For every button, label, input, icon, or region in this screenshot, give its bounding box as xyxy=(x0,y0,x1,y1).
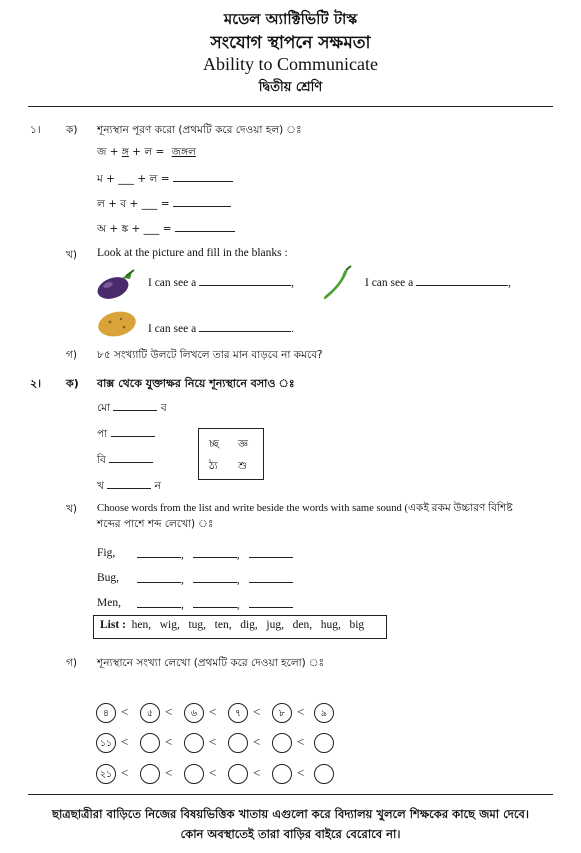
q2c-label: গ) xyxy=(66,657,77,669)
number-circle-blank[interactable] xyxy=(184,764,204,784)
q1b-item-potato: I can see a . xyxy=(148,323,294,335)
number-circle: ৪ xyxy=(96,703,116,723)
less-than-symbol: < xyxy=(165,734,173,749)
footer-line-2: কোন অবস্থাতেই তারা বাড়ির বাইরে বেরোবে না। xyxy=(180,827,401,841)
less-than-symbol: < xyxy=(209,734,217,749)
conjunct-2: জ্ঞ xyxy=(238,438,249,450)
example-blank-answer: ঙ্গ xyxy=(121,146,129,158)
q1c-label: গ) xyxy=(66,349,77,361)
number-circle: ১১ xyxy=(96,733,116,753)
q1a-row-1: ম + ___ + ল = xyxy=(97,171,233,189)
word-bug-blanks: , , xyxy=(137,572,293,586)
header-subtitle: সংযোগ স্থাপনে সক্ষমতা xyxy=(210,33,371,53)
question-1-number: ১। xyxy=(30,124,41,136)
q2c-instruction: শূন্যস্থানে সংখ্যা লেখো (প্রথমটি করে দেওয়া হলো) ঃ xyxy=(97,657,325,669)
less-than-symbol: < xyxy=(253,704,261,719)
word-men: Men, xyxy=(97,597,121,609)
word-list: List : hen, wig, tug, ten, dig, jug, den, hug, big xyxy=(100,619,365,631)
q2b-instruction-line-1: Choose words from the list and write beside the words with same sound (একই রকম উচ্চারণ বিশিষ্ট xyxy=(97,503,513,514)
less-than-symbol: < xyxy=(209,765,217,780)
less-than-symbol: < xyxy=(253,765,261,780)
q1b-item-eggplant: I can see a , xyxy=(148,277,294,289)
number-circle-blank[interactable] xyxy=(272,764,292,784)
q1a-label: ক) xyxy=(66,124,78,136)
q2a-row-2: পা xyxy=(97,426,155,444)
q2a-row-4: খ ন xyxy=(97,480,161,492)
number-circle-blank[interactable] xyxy=(140,764,160,784)
number-circle-blank[interactable] xyxy=(184,733,204,753)
less-than-symbol: < xyxy=(297,765,305,780)
q2b-instruction-line-2: শব্দের পাশে শব্দ লেখো) ঃ xyxy=(97,518,214,530)
less-than-symbol: < xyxy=(253,734,261,749)
number-circle: ৫ xyxy=(140,703,160,723)
q2a-instruction: বাক্স থেকে যুক্তাক্ষর নিয়ে শূন্যস্থানে বসাও ঃ xyxy=(97,377,295,390)
header-class: দ্বিতীয় শ্রেণি xyxy=(258,80,323,95)
q1a-instruction: শূন্যস্থান পূরণ করো (প্রথমটি করে দেওয়া হল) ঃ xyxy=(97,124,302,136)
word-fig-blanks: , , xyxy=(137,547,293,561)
number-circle: ৮ xyxy=(272,703,292,723)
q1a-example: জ + ঙ্গ + ল = জঙ্গল xyxy=(97,146,196,158)
q1a-row-3: অ + ঙ্ক + ___ = xyxy=(97,221,235,239)
less-than-symbol: < xyxy=(297,704,305,719)
eggplant-image xyxy=(96,268,136,300)
q2a-row-1: মো ব xyxy=(97,402,167,414)
footer-divider xyxy=(28,794,553,795)
q1b-instruction: Look at the picture and fill in the blanks : xyxy=(97,247,288,259)
less-than-symbol: < xyxy=(165,704,173,719)
less-than-symbol: < xyxy=(209,704,217,719)
less-than-symbol: < xyxy=(121,734,129,749)
footer-line-1: ছাত্রছাত্রীরা বাড়িতে নিজের বিষয়ভিত্তিক খাতায় এগুলো করে বিদ্যালয় খুললে শিক্ষকের কাছে জমা দেবে। xyxy=(52,807,529,821)
less-than-symbol: < xyxy=(121,765,129,780)
word-bug: Bug, xyxy=(97,572,120,584)
q1c-text: ৮৫ সংখ্যাটি উলটে লিখলে তার মান বাড়বে না কমবে? xyxy=(97,349,323,361)
header-english-title: Ability to Communicate xyxy=(203,54,378,74)
conjunct-3: ঠ্য xyxy=(209,460,218,472)
number-circle-blank[interactable] xyxy=(314,733,334,753)
less-than-symbol: < xyxy=(121,704,129,719)
number-circle: ৯ xyxy=(314,703,334,723)
word-fig: Fig, xyxy=(97,547,116,559)
word-men-blanks: , , xyxy=(137,597,293,611)
conjunct-box xyxy=(198,428,264,480)
number-circle-blank[interactable] xyxy=(228,764,248,784)
number-circle: ৭ xyxy=(228,703,248,723)
q2b-label: খ) xyxy=(66,503,77,515)
number-circle: ২১ xyxy=(96,764,116,784)
example-result: জঙ্গল xyxy=(171,146,196,158)
number-circle-blank[interactable] xyxy=(228,733,248,753)
number-circle-blank[interactable] xyxy=(140,733,160,753)
number-circle-blank[interactable] xyxy=(272,733,292,753)
chili-image xyxy=(318,265,354,305)
number-circle-blank[interactable] xyxy=(314,764,334,784)
less-than-symbol: < xyxy=(165,765,173,780)
q1b-item-chili: I can see a , xyxy=(365,277,511,289)
q2a-label: ক) xyxy=(66,377,79,390)
header-title: মডেল অ্যাক্টিভিটি টাস্ক xyxy=(223,10,358,28)
less-than-symbol: < xyxy=(297,734,305,749)
conjunct-1: চ্ছ xyxy=(209,438,219,450)
potato-image xyxy=(96,308,138,338)
q2a-row-3: বি xyxy=(97,452,153,470)
conjunct-4: শু xyxy=(238,460,248,472)
q1a-row-2: ল + ব + ___ = xyxy=(97,196,231,214)
number-circle: ৬ xyxy=(184,703,204,723)
question-2-number: ২। xyxy=(30,377,42,390)
header-divider xyxy=(28,106,553,107)
q1b-label: খ) xyxy=(66,249,77,261)
